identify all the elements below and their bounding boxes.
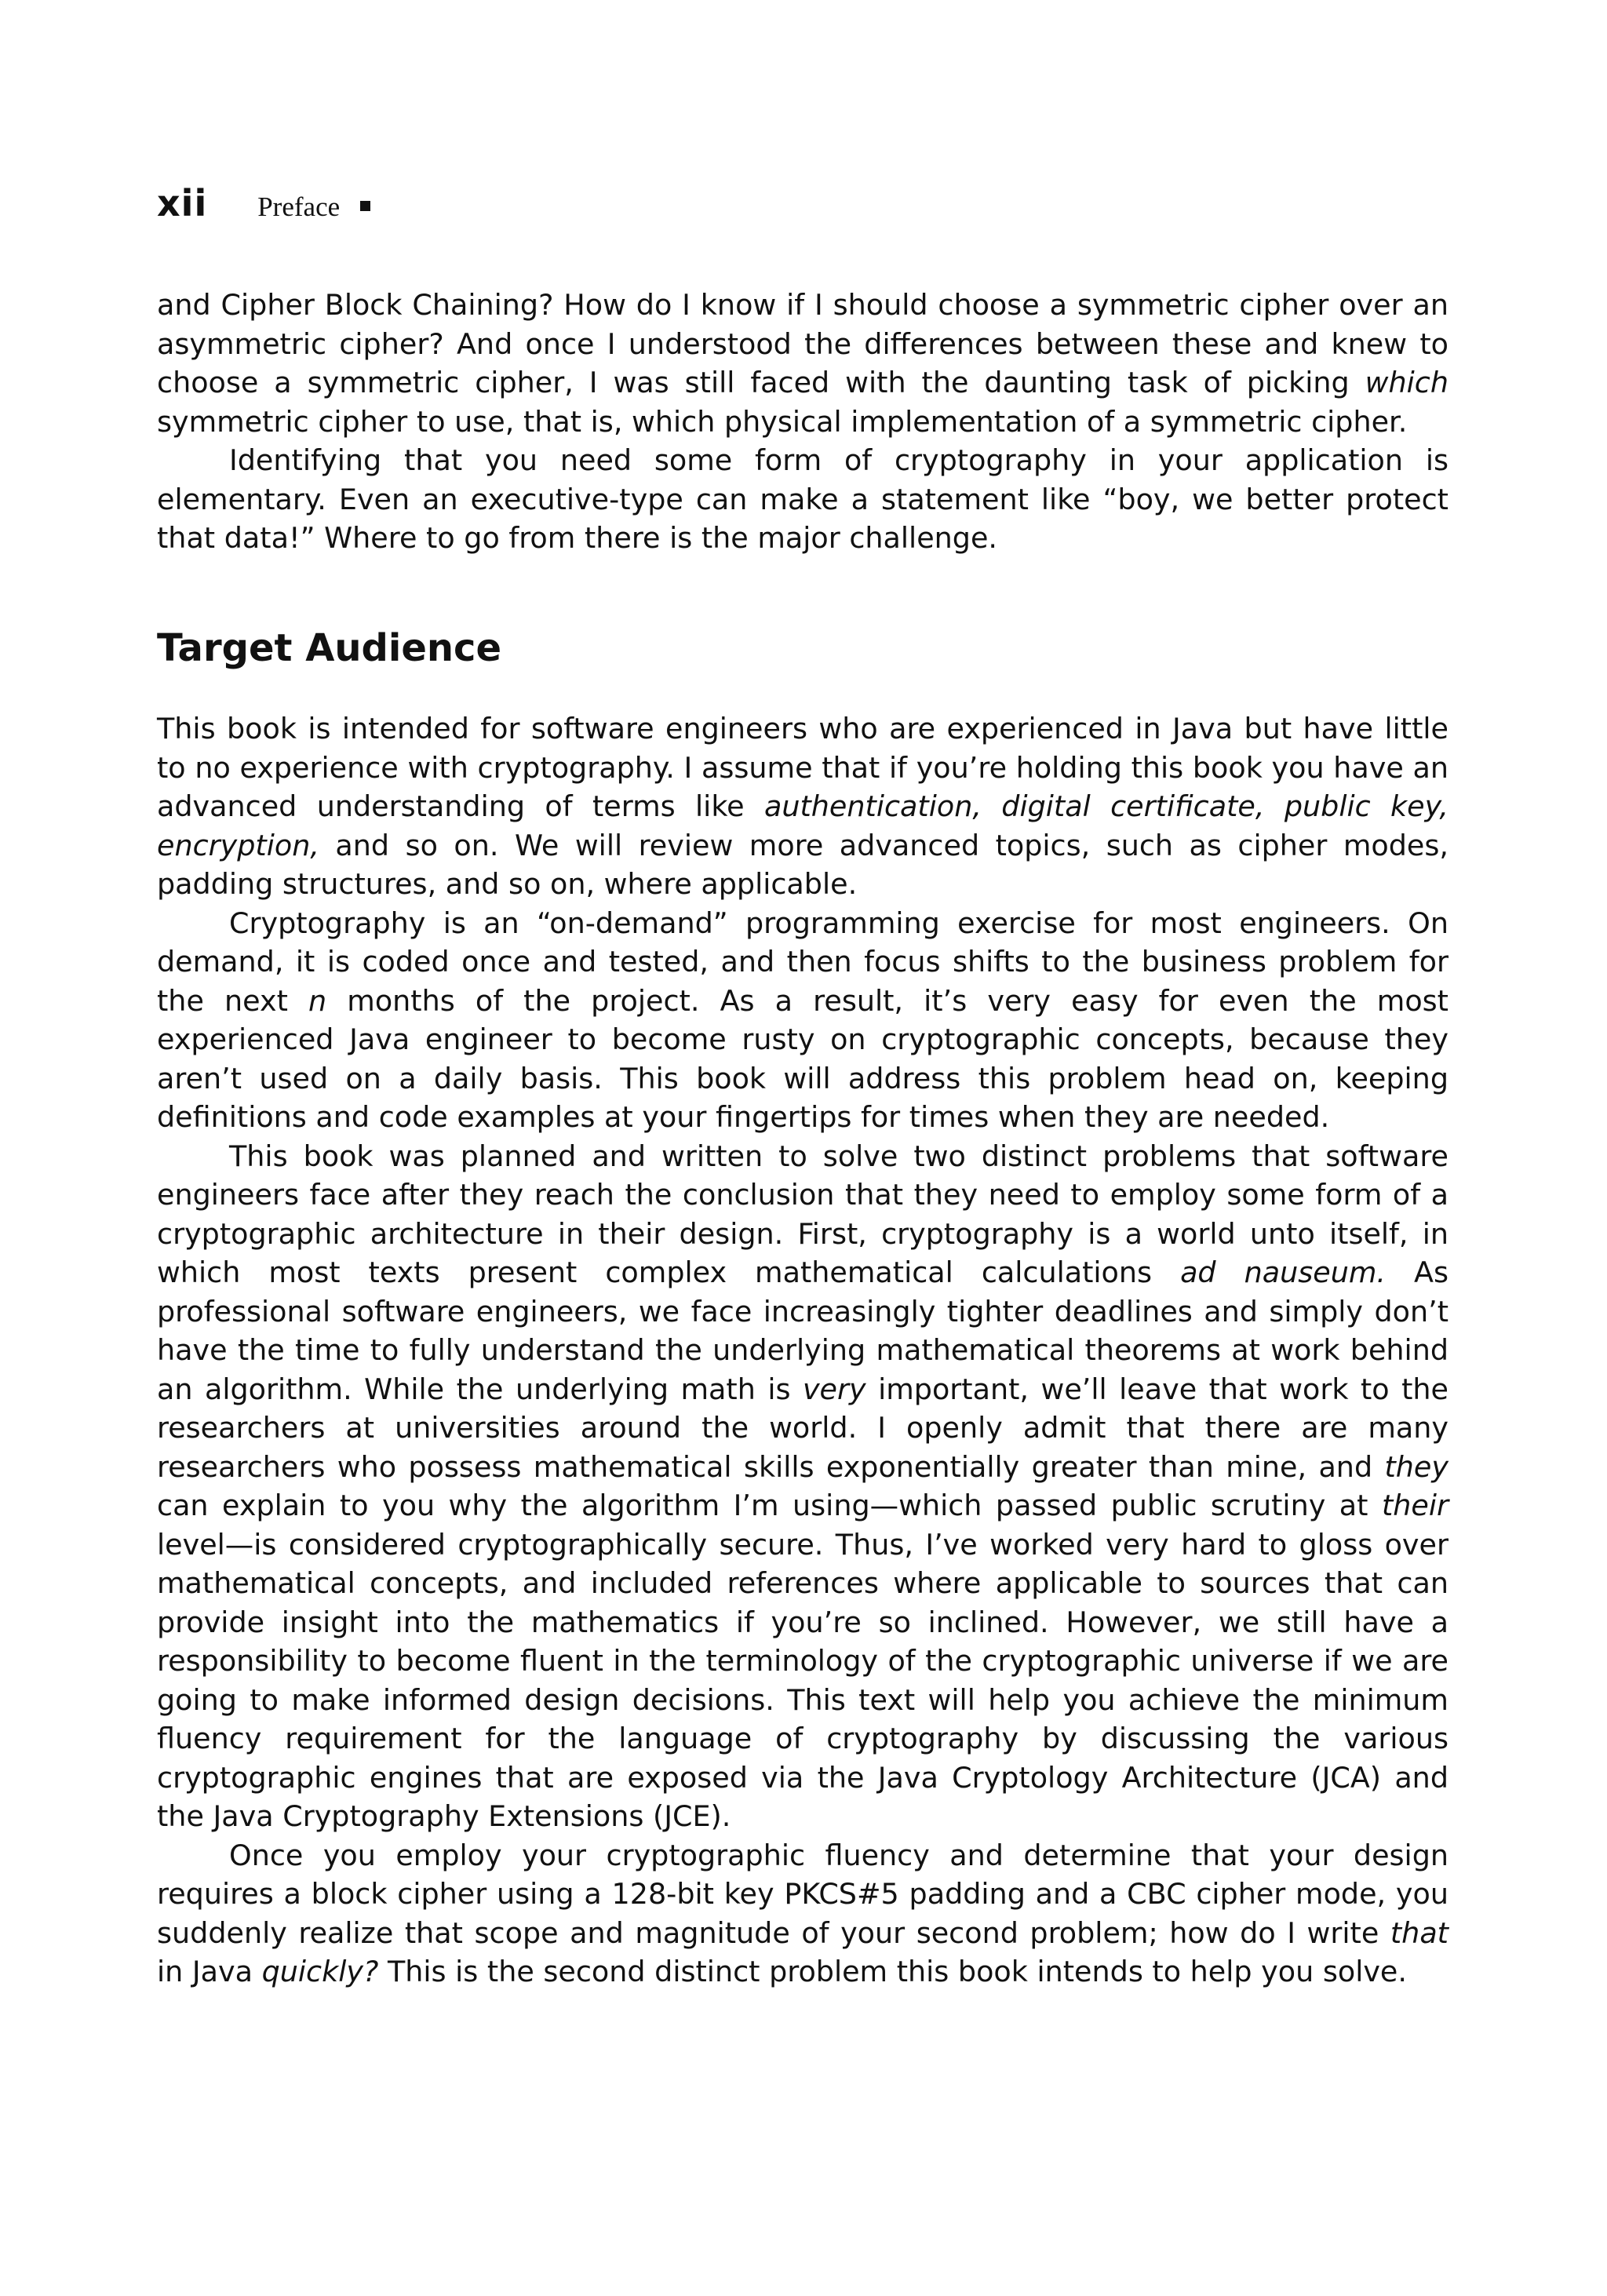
emphasized-text: quickly? bbox=[261, 1955, 379, 1988]
text-run: level—is considered cryptographically secure. Thus, I’ve worked very hard to gloss over mathematical concepts, and included references where applicable to sources that can provide insight into the mathematics if you’re so inclined. However, we still have a responsibility to become fluent in the terminology of the cryptographic universe if we are going to make informed design decisions. This text will help you achieve the minimum fluency requirement for the language of cryptography by discussing the various cryptographic engines that are exposed via the Java Cryptology Architecture (JCA) and the Java Cryptography Extensions (JCE). bbox=[157, 1527, 1448, 1833]
text-run: months of the project. As a result, it’s very easy for even the most experienced Java engineer to become rusty on cryptographic concepts, because they aren’t used on a daily basis. This book will address this problem head on, keeping definitions and code examples at your fingertips for times when they are needed. bbox=[157, 983, 1448, 1134]
text-run: This book was planned and written to solve two distinct problems that software engineers face after they reach the conclusion that they need to employ some form of a cryptographic architecture in their design. First, cryptography is a world unto itself, in which most texts present complex mathematical calculations bbox=[157, 1139, 1448, 1289]
text-run: symmetric cipher to use, that is, which physical implementation of a symmetric cipher. bbox=[157, 404, 1408, 439]
section-heading: Target Audience bbox=[157, 626, 502, 670]
emphasized-text: they bbox=[1384, 1449, 1448, 1484]
running-head bbox=[157, 182, 370, 229]
paragraph bbox=[157, 1137, 1448, 1836]
text-run: Cryptography is an “on-demand” programming exercise for most engineers. On demand, it is coded once and tested, and then focus shifts to the business problem for the next bbox=[157, 906, 1448, 1018]
paragraph bbox=[157, 286, 1448, 441]
intro-text bbox=[157, 286, 1448, 558]
emphasized-text: very bbox=[802, 1372, 866, 1406]
text-run: important, we’ll leave that work to the researchers at universities around the world. I openly admit that there are many researchers who possess mathematical skills exponentially greater than mine, and bbox=[157, 1372, 1448, 1484]
running-head-square-ornament bbox=[360, 201, 370, 211]
text-run: can explain to you why the algorithm I’m using—which passed public scrutiny at bbox=[157, 1489, 1382, 1522]
paragraph bbox=[157, 1836, 1448, 1992]
emphasized-text: their bbox=[1381, 1489, 1448, 1522]
text-run: Once you employ your cryptographic fluency and determine that your design requires a block cipher using a 128-bit key PKCS#5 padding and a CBC cipher mode, you suddenly realize that scope and magnitude of your second problem; how do I write bbox=[157, 1838, 1448, 1950]
paragraph bbox=[157, 441, 1448, 558]
emphasized-text: which bbox=[1365, 366, 1448, 399]
text-run: and Cipher Block Chaining? How do I know if I should choose a symmetric cipher over an asymmetric cipher? And once I understood the differences between these and knew to choose a symmetric cipher, I was still faced with the daunting task of picking bbox=[157, 288, 1448, 399]
section-body-text bbox=[157, 709, 1448, 1992]
page-number: xii bbox=[157, 182, 208, 224]
emphasized-text: that bbox=[1390, 1915, 1448, 1950]
emphasized-text: ad nauseum. bbox=[1180, 1256, 1387, 1289]
text-run: This is the second distinct problem this book intends to help you solve. bbox=[378, 1955, 1407, 1988]
text-run: As professional software engineers, we face increasingly tighter deadlines and simply don’t have the time to fully understand the underlying mathematical theorems at work behind an algorithm. While the underlying math is bbox=[157, 1256, 1449, 1406]
paragraph bbox=[157, 904, 1448, 1137]
running-title: Preface bbox=[257, 191, 341, 222]
text-run: and so on. We will review more advanced topics, such as cipher modes, padding structures, and so on, where applicable. bbox=[157, 828, 1448, 901]
text-run: in Java bbox=[157, 1955, 262, 1988]
text-run: This book is intended for software engineers who are experienced in Java but have little to no experience with cryptography. I assume that if you’re holding this book you have an advanced understanding of terms like bbox=[157, 712, 1448, 823]
paragraph bbox=[157, 709, 1448, 904]
emphasized-text: authentication, digital certificate, public key, encryption, bbox=[157, 789, 1448, 862]
emphasized-text: n bbox=[308, 983, 327, 1018]
text-run: Identifying that you need some form of cryptography in your application is elementary. Even an executive-type can make a statement like “boy, we better protect that data!” Where to go from there is the major challenge. bbox=[157, 443, 1448, 555]
